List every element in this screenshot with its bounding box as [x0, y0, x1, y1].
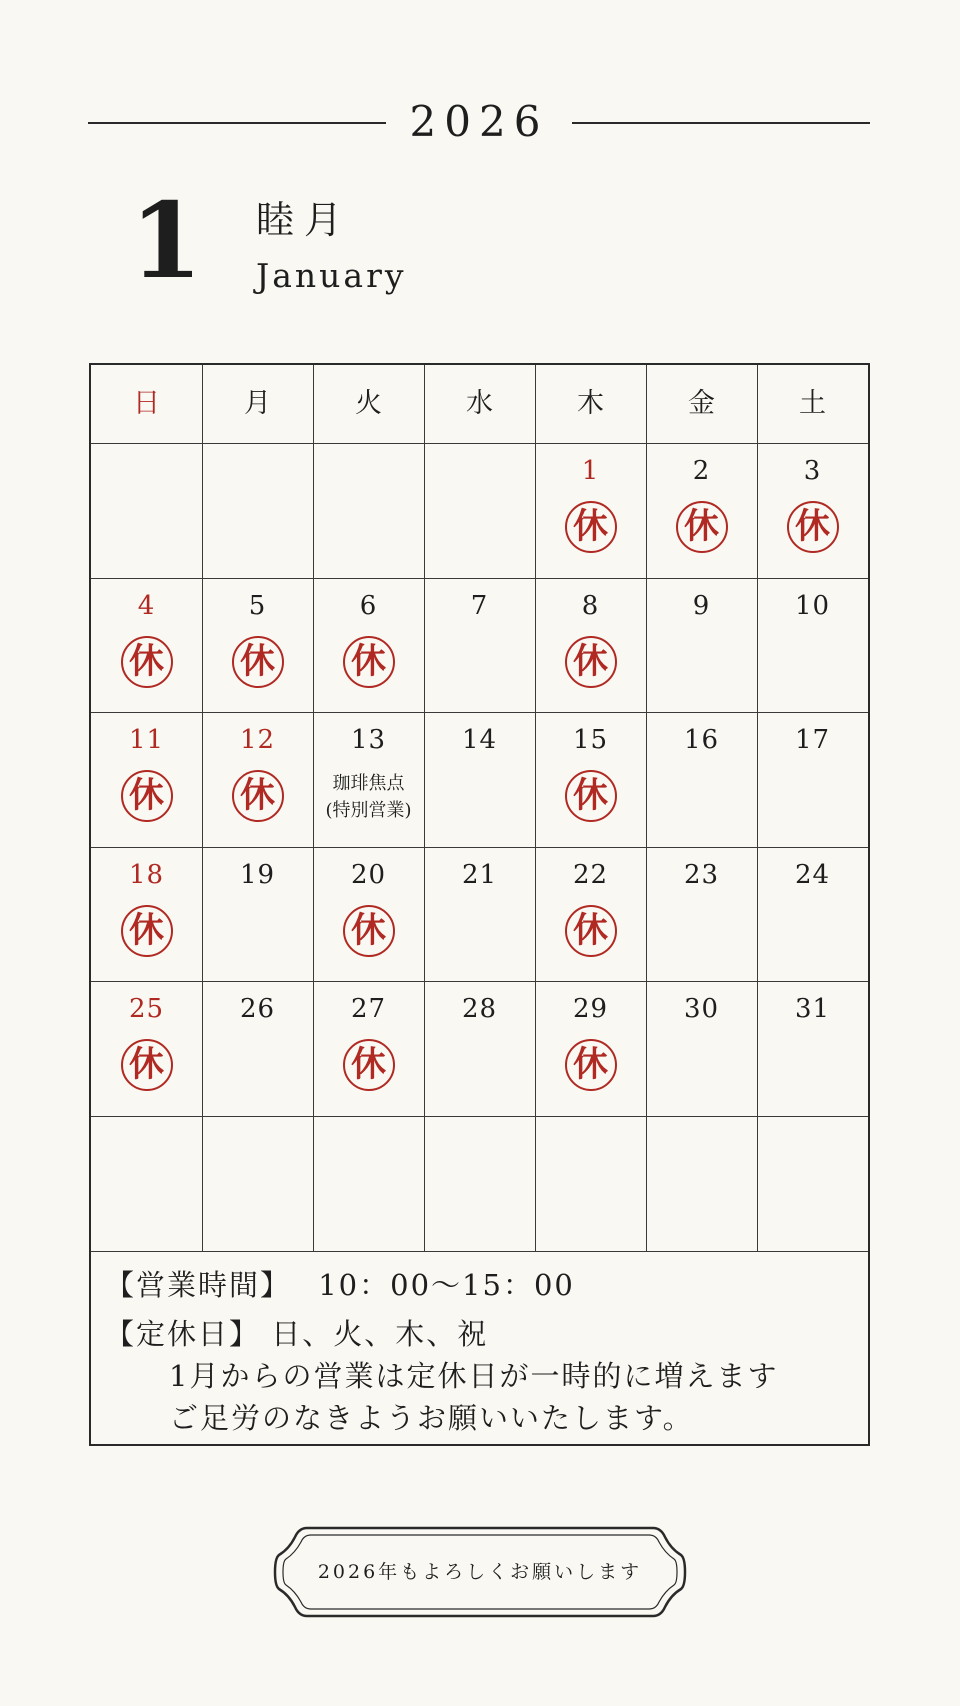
day-number: 3	[803, 456, 822, 486]
day-cell	[313, 578, 424, 713]
day-cell	[757, 578, 868, 713]
closed-stamp: 休	[232, 770, 284, 822]
day-number: 9	[692, 591, 711, 621]
day-cell	[535, 578, 646, 713]
day-cell	[646, 981, 757, 1116]
closed-stamp: 休	[232, 636, 284, 688]
notice-line-2: ご足労のなきようお願いいたします。	[169, 1401, 694, 1435]
day-number: 8	[581, 591, 600, 621]
day-number: 30	[683, 994, 720, 1024]
closed-stamp: 休	[565, 905, 617, 957]
day-number: 28	[461, 994, 498, 1024]
day-number: 24	[794, 860, 831, 890]
month-number: 1	[130, 179, 203, 302]
weekday-header: 月	[244, 388, 271, 419]
day-number: 14	[461, 725, 498, 755]
closed-days-value: 日、火、木、祝	[271, 1317, 489, 1351]
day-number: 21	[461, 860, 498, 890]
day-number: 11	[128, 725, 165, 755]
day-number: 12	[239, 725, 276, 755]
day-cell	[424, 443, 535, 578]
day-cell	[202, 1116, 313, 1251]
day-number: 15	[572, 725, 609, 755]
closed-stamp: 休	[121, 905, 173, 957]
footer-message: 2026年もよろしくお願いします	[317, 1561, 643, 1583]
closed-stamp: 休	[121, 1039, 173, 1091]
day-number: 4	[137, 591, 156, 621]
closed-stamp: 休	[565, 636, 617, 688]
day-cell	[646, 578, 757, 713]
day-number: 6	[359, 591, 378, 621]
day-cell	[424, 981, 535, 1116]
day-number: 5	[248, 591, 267, 621]
day-cell	[424, 578, 535, 713]
business-info	[91, 1251, 868, 1444]
day-cell	[91, 1116, 202, 1251]
day-number: 27	[350, 994, 387, 1024]
closed-stamp: 休	[121, 636, 173, 688]
day-cell	[313, 443, 424, 578]
day-number: 19	[239, 860, 276, 890]
day-number: 17	[794, 725, 831, 755]
day-cell	[91, 981, 202, 1116]
closed-days-label: 【定休日】	[105, 1317, 261, 1351]
closed-stamp: 休	[121, 770, 173, 822]
day-cell	[424, 712, 535, 847]
weekday-header: 日	[133, 388, 160, 419]
day-cell	[646, 712, 757, 847]
day-number: 22	[572, 860, 609, 890]
day-cell	[202, 981, 313, 1116]
day-number: 10	[794, 591, 831, 621]
day-cell	[757, 1116, 868, 1251]
day-cell	[757, 712, 868, 847]
closed-days-row	[105, 1314, 488, 1354]
year-rule-left	[88, 122, 386, 124]
closed-stamp: 休	[343, 905, 395, 957]
day-cell	[424, 1116, 535, 1251]
day-number: 23	[683, 860, 720, 890]
day-cell	[91, 712, 202, 847]
weekday-header: 水	[466, 388, 493, 419]
closed-stamp: 休	[787, 501, 839, 553]
weekday-header: 金	[688, 388, 715, 419]
day-cell	[202, 443, 313, 578]
day-number: 20	[350, 860, 387, 890]
hours-value: 10：00〜15：00	[318, 1268, 575, 1302]
day-cell	[535, 443, 646, 578]
day-cell	[313, 1116, 424, 1251]
day-cell	[424, 847, 535, 982]
calendar-table	[89, 363, 870, 1446]
month-japanese-name: 睦月	[256, 198, 353, 242]
day-number: 18	[128, 860, 165, 890]
day-cell	[646, 1116, 757, 1251]
closed-stamp: 休	[565, 770, 617, 822]
day-cell	[202, 847, 313, 982]
weekday-header: 火	[355, 388, 382, 419]
note-line: (特別営業)	[325, 800, 412, 821]
day-cell	[313, 847, 424, 982]
note-line: 珈琲焦点	[332, 773, 405, 794]
closed-stamp: 休	[565, 1039, 617, 1091]
hours-label: 【営業時間】	[105, 1268, 292, 1302]
day-cell	[535, 847, 646, 982]
day-number: 29	[572, 994, 609, 1024]
closed-stamp: 休	[343, 1039, 395, 1091]
day-cell	[91, 847, 202, 982]
day-cell	[757, 443, 868, 578]
day-cell	[646, 443, 757, 578]
day-number: 2	[692, 456, 711, 486]
day-cell	[535, 712, 646, 847]
day-cell	[202, 712, 313, 847]
day-number: 31	[794, 994, 831, 1024]
year-rule-right	[572, 122, 870, 124]
day-number: 25	[128, 994, 165, 1024]
day-cell	[757, 981, 868, 1116]
day-cell	[91, 443, 202, 578]
day-number: 13	[350, 725, 387, 755]
hours-row	[105, 1265, 575, 1305]
day-number: 7	[470, 591, 489, 621]
day-cell	[91, 578, 202, 713]
day-cell	[313, 981, 424, 1116]
calendar-grid	[91, 365, 868, 1251]
special-event-note	[313, 770, 424, 824]
day-number: 16	[683, 725, 720, 755]
day-cell	[757, 847, 868, 982]
closed-stamp: 休	[565, 501, 617, 553]
closed-stamp: 休	[676, 501, 728, 553]
day-cell	[535, 981, 646, 1116]
day-cell	[646, 847, 757, 982]
footer-banner	[273, 1525, 687, 1619]
month-english-name: January	[256, 256, 407, 295]
year-heading: 2026	[409, 97, 549, 146]
weekday-header: 土	[799, 388, 826, 419]
day-cell	[313, 712, 424, 847]
closed-stamp: 休	[343, 636, 395, 688]
notice-line-1: 1月からの営業は定休日が一時的に増えます	[169, 1359, 779, 1393]
weekday-header: 木	[577, 388, 604, 419]
day-cell	[202, 578, 313, 713]
day-cell	[535, 1116, 646, 1251]
day-number: 1	[581, 456, 600, 486]
day-number: 26	[239, 994, 276, 1024]
